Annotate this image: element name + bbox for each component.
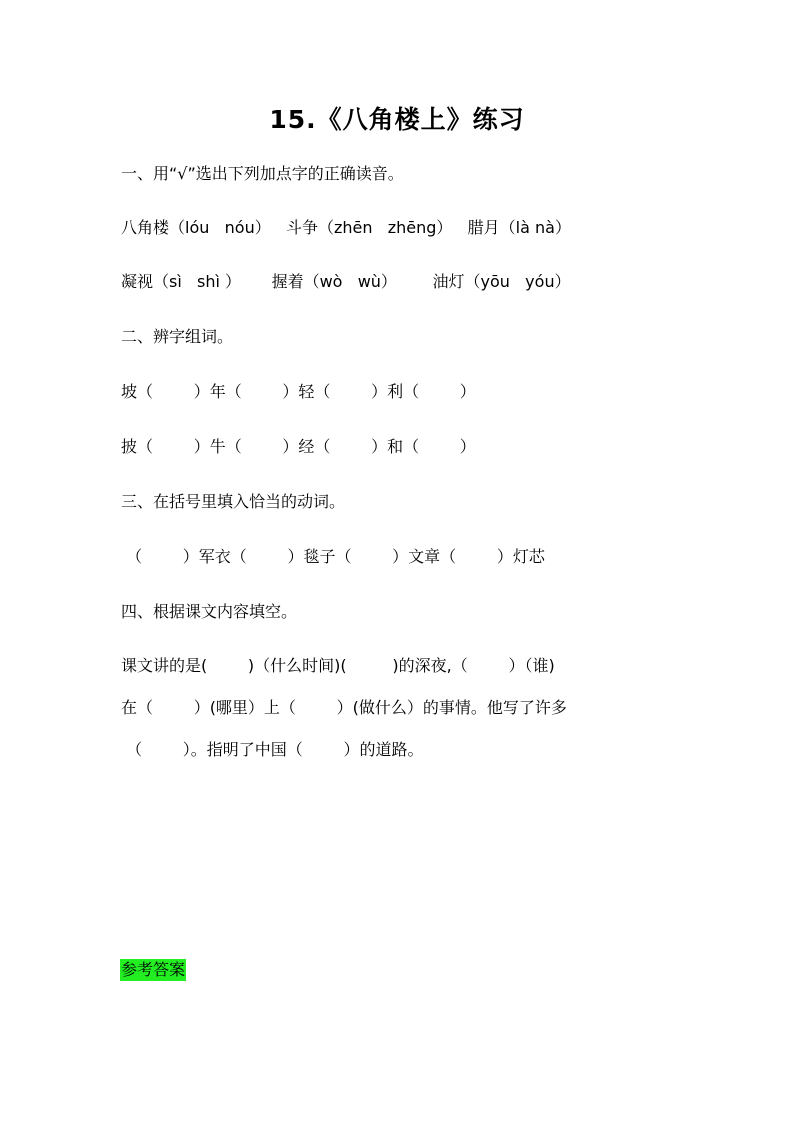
question-1-heading: 一、用“√”选出下列加点字的正确读音。 bbox=[121, 164, 404, 183]
answer-key-label: 参考答案 bbox=[121, 960, 186, 979]
question-4-line-3: （ ）。指明了中国（ ）的道路。 bbox=[121, 740, 424, 759]
question-4-line-2: 在（ ）(哪里）上（ ）(做什么）的事情。他写了许多 bbox=[121, 698, 567, 717]
question-2-row-2: 披（ ）牛（ ）经（ ）和（ ） bbox=[121, 437, 476, 456]
question-4-line-1: 课文讲的是( )（什么时间)( )的深夜,（ ）（谁) bbox=[121, 656, 555, 675]
page-title: 15.《八角楼上》练习 bbox=[269, 105, 525, 134]
question-1-row-1: 八角楼（lóu nóu） 斗争（zhēn zhēng） 腊月（là nà） bbox=[121, 218, 571, 237]
question-3-row-1: （ ）军衣（ ）毯子（ ）文章（ ）灯芯 bbox=[121, 547, 545, 566]
question-2-row-1: 坡（ ）年（ ）轻（ ）利（ ） bbox=[121, 382, 476, 401]
question-3-heading: 三、在括号里填入恰当的动词。 bbox=[121, 492, 346, 511]
question-2-heading: 二、辨字组词。 bbox=[121, 327, 234, 346]
question-4-heading: 四、根据课文内容填空。 bbox=[121, 602, 298, 621]
question-1-row-2: 凝视（sì shì ） 握着（wò wù） 油灯（yōu yóu） bbox=[121, 272, 571, 291]
